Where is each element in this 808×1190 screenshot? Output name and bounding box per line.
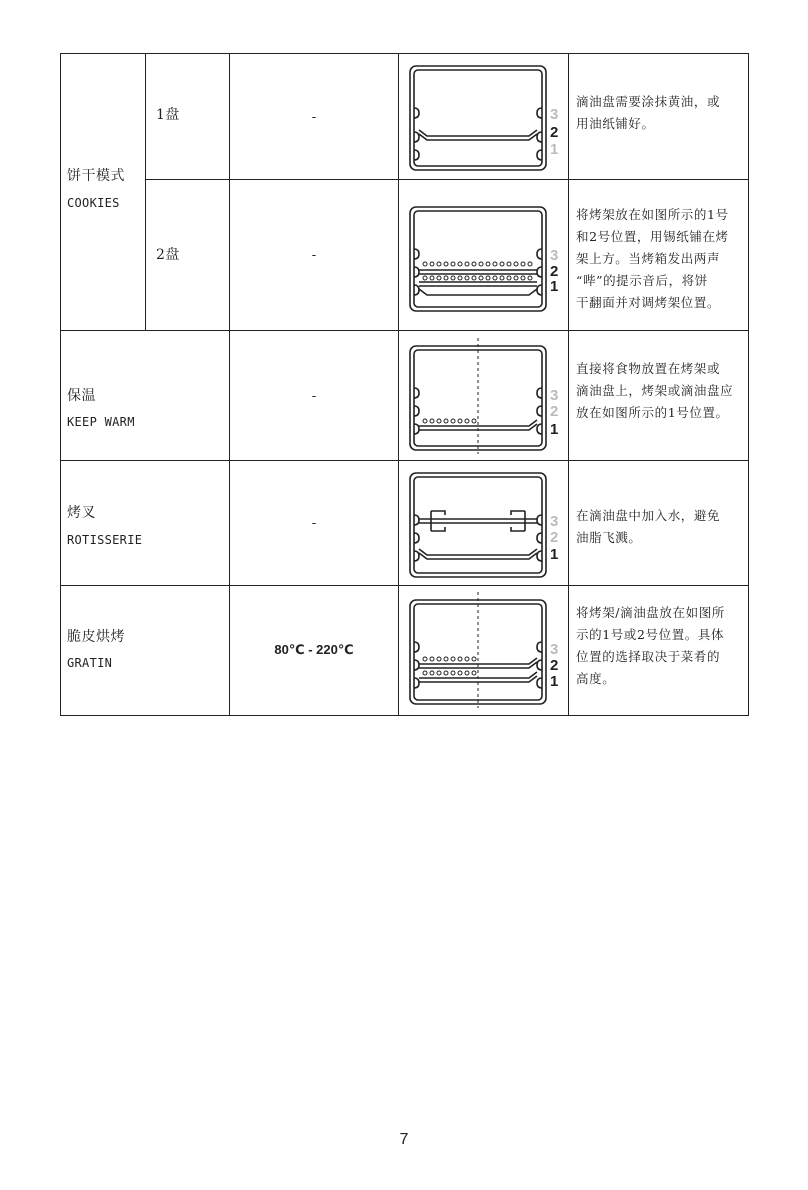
- gratin-desc: [576, 602, 746, 690]
- rotisserie-mode-name-cn: 烤叉: [67, 505, 96, 521]
- level-1-label: 1: [550, 673, 559, 690]
- oven-diagram-rotisserie: [405, 469, 560, 581]
- oven-diagram-cookies-2tray: [405, 203, 560, 315]
- keepwarm-mode-name-en: KEEP WARM: [67, 415, 135, 429]
- desc-line: 滴油盘上，烤架或滴油盘应: [576, 383, 734, 398]
- desc-line: 干翻面并对调烤架位置。: [576, 295, 721, 310]
- cookies-mode-cell: [60, 53, 146, 331]
- rotisserie-desc: [576, 505, 746, 549]
- gratin-mode-name-en: GRATIN: [67, 656, 113, 670]
- level-1-label: 1: [550, 141, 559, 158]
- cookies-2tray-label: 2盘: [156, 247, 180, 263]
- cookies-1tray-label: 1盘: [156, 107, 180, 123]
- keepwarm-mode-name-cn: 保温: [67, 388, 96, 404]
- level-3-label: 3: [550, 247, 559, 264]
- desc-line: 将烤架放在如图所示的1号: [576, 207, 729, 222]
- desc-line: 和2号位置，用锡纸铺在烤: [576, 229, 729, 244]
- gratin-mode-name-cn: 脆皮烘烤: [67, 629, 125, 645]
- desc-line: 放在如图所示的1号位置。: [576, 405, 729, 420]
- gratin-mode-cell: [60, 585, 230, 716]
- desc-line: 架上方。当烤箱发出两声: [576, 251, 721, 266]
- desc-line: 直接将食物放置在烤架或: [576, 361, 721, 376]
- desc-line: 用油纸铺好。: [576, 116, 655, 131]
- cookies-1tray-temp: -: [311, 110, 317, 125]
- desc-line: 在滴油盘中加入水，避免: [576, 508, 721, 523]
- rotisserie-mode-name-en: ROTISSERIE: [67, 533, 143, 547]
- oven-diagram-cookies-1tray: [405, 62, 560, 174]
- desc-line: “哔”的提示音后，将饼: [576, 273, 708, 288]
- cookies-2tray-temp: -: [311, 248, 317, 263]
- level-3-label: 3: [550, 106, 559, 123]
- level-1-label: 1: [550, 546, 559, 563]
- rotisserie-mode-cell: [60, 460, 230, 586]
- level-2-label: 2: [550, 263, 559, 280]
- level-2-label: 2: [550, 657, 559, 674]
- level-2-label: 2: [550, 124, 559, 141]
- desc-line: 示的1号或2号位置。具体: [576, 627, 725, 642]
- level-3-label: 3: [550, 513, 559, 530]
- oven-diagram-keep-warm: [405, 338, 560, 454]
- level-1-label: 1: [550, 421, 559, 438]
- desc-line: 将烤架/滴油盘放在如图所: [576, 605, 725, 620]
- cookies-2tray-desc: [576, 204, 746, 314]
- level-3-label: 3: [550, 641, 559, 658]
- oven-diagram-gratin: [405, 592, 560, 708]
- cookies-mode-name-cn: 饼干模式: [67, 168, 125, 184]
- gratin-temp: 80℃ - 220℃: [274, 642, 354, 657]
- desc-line: 位置的选择取决于菜肴的: [576, 649, 721, 664]
- cookies-mode-name-en: COOKIES: [67, 196, 120, 210]
- level-2-label: 2: [550, 403, 559, 420]
- cookies-1tray-desc: [576, 91, 746, 135]
- desc-line: 高度。: [576, 671, 616, 686]
- keepwarm-desc: [576, 358, 746, 424]
- desc-line: 滴油盘需要涂抹黄油，或: [576, 94, 721, 109]
- rotisserie-temp: -: [311, 516, 317, 531]
- level-2-label: 2: [550, 529, 559, 546]
- level-1-label: 1: [550, 278, 559, 295]
- desc-line: 油脂飞溅。: [576, 530, 642, 545]
- level-3-label: 3: [550, 387, 559, 404]
- page-number: 7: [399, 1131, 409, 1148]
- keepwarm-temp: -: [311, 389, 317, 404]
